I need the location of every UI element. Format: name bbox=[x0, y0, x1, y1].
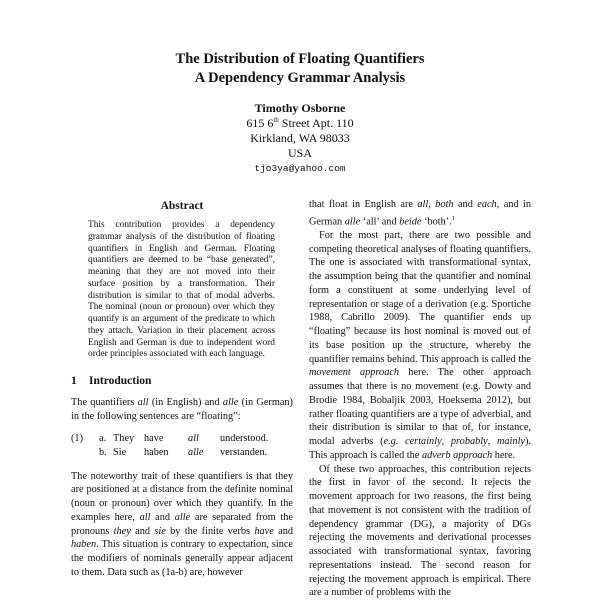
section-title: Introduction bbox=[89, 375, 152, 387]
title-line-2: A Dependency Grammar Analysis bbox=[194, 70, 406, 86]
example-block bbox=[71, 432, 293, 460]
intro-paragraph: The quantifiers all (in English) and alle (in German) in the following sentences are “floating”: bbox=[71, 397, 293, 422]
author-country: USA bbox=[287, 146, 312, 160]
author-address: 615 6th Street Apt. 110 bbox=[246, 116, 354, 130]
section-heading bbox=[71, 375, 293, 387]
abstract-text: This contribution provides a dependency grammar analysis of the distribution of floating quantifiers in English and German. Floating quantifiers are deemed to be “base generated”, meaning that they are not moved into their surface position by a transformation. Their distribution is similar to that of modal adverbs. The nominal (noun or pronoun) over which they quantify is an argument of the predicate to which they attach. Variation in their placement across English and German is due to independent word order principles associated with each language. bbox=[88, 220, 275, 360]
author-city: Kirkland, WA 98033 bbox=[250, 131, 350, 145]
right-column bbox=[309, 198, 531, 600]
continued-paragraph: that float in English are all, both and each, and in German alle ‘all’ and beide ‘both’.$^1$ bbox=[309, 199, 531, 228]
example-row-a: (1) a. They have all understood. bbox=[71, 432, 269, 444]
section-number: 1 bbox=[71, 375, 77, 387]
example-row-b: b. Sie haben alle verstanden. bbox=[99, 446, 268, 458]
author-name: Timothy Osborne bbox=[254, 101, 346, 115]
abstract-heading: Abstract bbox=[160, 200, 204, 212]
paper-title bbox=[0, 50, 600, 88]
left-column bbox=[71, 200, 293, 580]
body-paragraph: For the most part, there are two possible and competing theoretical analyses of floating quantifiers. The one is associated with transformational syntax, the assumption being that the quantifier and nominal form a constituent at some underlying level of representation or stage of a derivation (e.g. Sportiche 1988, Cabrillo 2009). The quantifier ends up “floating” because its host nominal is moved out of its base position up the structure, whereby the quantifier remains behind. This approach is called the movement approach here. The other approach assumes that there is no movement (e.g. Dowty and Brodie 1984, Bobaljik 2003, Hoeksema 2012), but rather floating quantifiers are a type of adverbial, and their distribution is similar to that of, for instance, modal adverbs (e.g. certainly, probably, mainly). This approach is called the adverb approach here. bbox=[309, 229, 532, 461]
body-paragraph: The noteworthy trait of these quantifiers is that they are positioned at a distance from the definite nominal (noun or pronoun) over which they quantify. In the examples here, all and alle are separated from the pronouns they and sie by the finite verbs have and haben. This situation is contrary to expectation, since the modifiers of nominals generally appear adjacent to them. Data such as (1a-b) are, however bbox=[71, 470, 294, 578]
author-block bbox=[0, 101, 600, 161]
footnote-marker[interactable]: 1 bbox=[451, 214, 456, 222]
title-line-1: The Distribution of Floating Quantifiers bbox=[175, 51, 425, 67]
body-paragraph: Of these two approaches, this contribution rejects the first in favor of the second. It rejects the movement approach for two reasons, the first being that movement is not consistent with the tradition of dependency grammar (DG), a majority of DGs rejecting the movements and derivational processes associated with transformational syntax, favoring representations instead. The second reason for rejecting the movement approach is empirical. There are a number of problems with the bbox=[309, 463, 531, 599]
author-email[interactable]: tjo3ya@yahoo.com bbox=[254, 163, 346, 174]
